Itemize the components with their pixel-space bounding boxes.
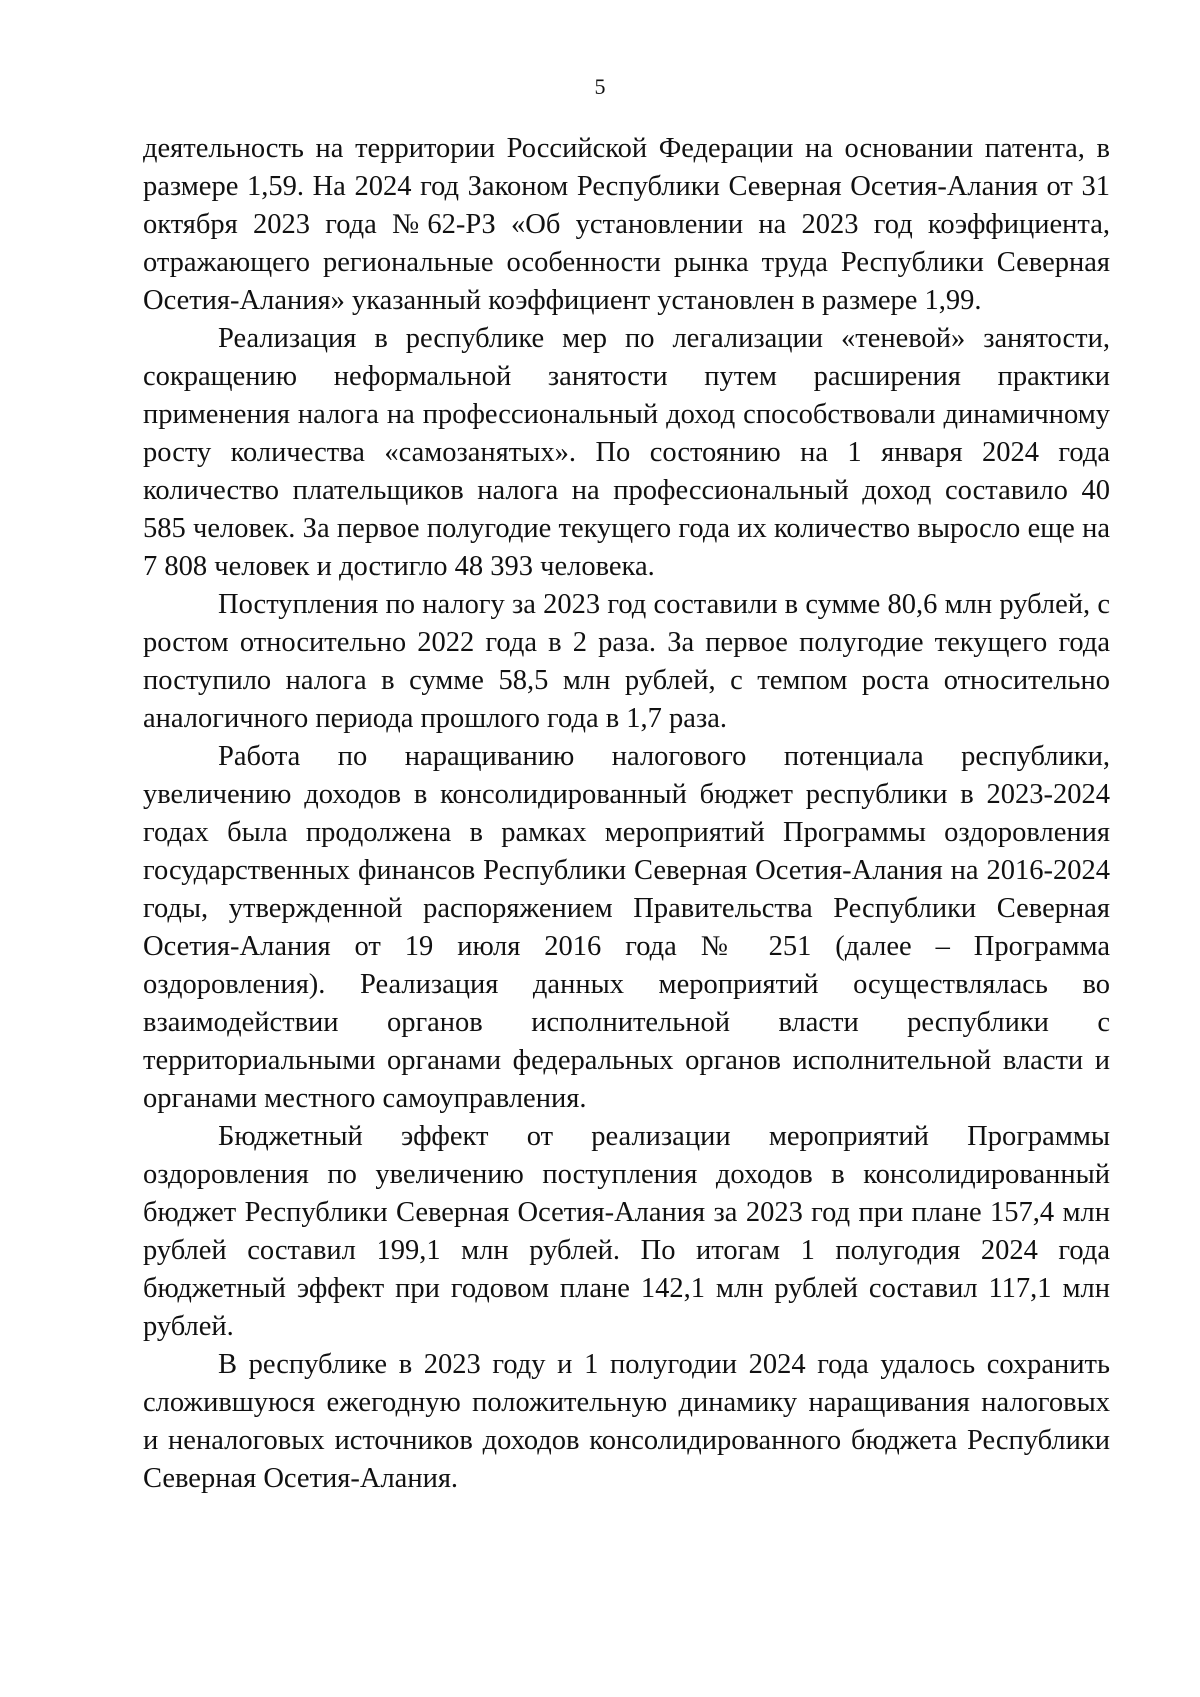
paragraph-self-employed: Реализация в республике мер по легализации «теневой» занятости, сокращению неформальной занятости путем расширения практики применения налога на профессиональный доход способствовали динамичному росту количества «самозанятых». По состоянию на 1 января 2024 года количество плательщиков налога на профессиональный доход составило 40 585 человек. За первое полугодие текущего года их количество выросло еще на 7 808 человек и достигло 48 393 человека. [143,323,1110,582]
document-body [143,130,1110,1498]
paragraph-recovery-program: Работа по наращиванию налогового потенциала республики, увеличению доходов в консолидированный бюджет республики в 2023-2024 годах была продолжена в рамках мероприятий Программы оздоровления государственных финансов Республики Северная Осетия-Алания на 2016-2024 годы, утвержденной распоряжением Правительства Республики Северная Осетия-Алания от 19 июля 2016 года № 251 (далее – Программа оздоровления). Реализация данных мероприятий осуществлялась во взаимодействии органов исполнительной власти республики с территориальными органами федеральных органов исполнительной власти и органами местного самоуправления. [143,741,1110,1114]
paragraph-conclusion: В республике в 2023 году и 1 полугодии 2024 года удалось сохранить сложившуюся ежегодную положительную динамику наращивания налоговых и неналоговых источников доходов консолидированного бюджета Республики Северная Осетия-Алания. [143,1349,1110,1494]
paragraph-tax-receipts: Поступления по налогу за 2023 год составили в сумме 80,6 млн рублей, с ростом относительно 2022 года в 2 раза. За первое полугодие текущего года поступило налога в сумме 58,5 млн рублей, с темпом роста относительно аналогичного периода прошлого года в 1,7 раза. [143,589,1110,734]
paragraph-patent-coefficient: деятельность на территории Российской Федерации на основании патента, в размере 1,59. На 2024 год Законом Республики Северная Осетия-Алания от 31 октября 2023 года №62-РЗ «Об установлении на 2023 год коэффициента, отражающего региональные особенности рынка труда Республики Северная Осетия-Алания» указанный коэффициент установлен в размере 1,99. [143,133,1110,316]
page-number: 5 [594,74,606,99]
paragraph-budget-effect: Бюджетный эффект от реализации мероприятий Программы оздоровления по увеличению поступления доходов в консолидированный бюджет Республики Северная Осетия-Алания за 2023 год при плане 157,4 млн рублей составил 199,1 млн рублей. По итогам 1 полугодия 2024 года бюджетный эффект при годовом плане 142,1 млн рублей составил 117,1 млн рублей. [143,1121,1110,1342]
